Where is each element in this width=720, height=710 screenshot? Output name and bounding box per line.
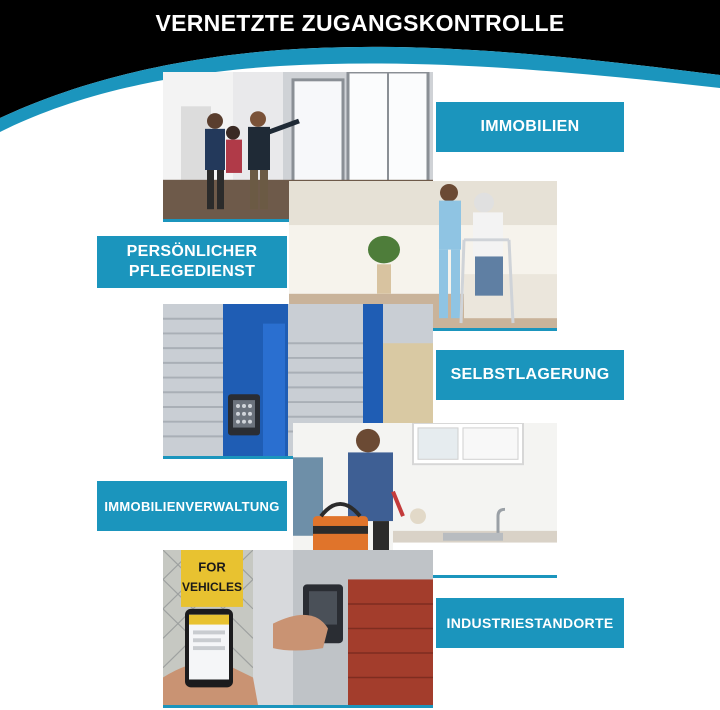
photo-industrial-site [163,550,433,708]
label-pflegedienst-line2: PFLEGEDIENST [128,263,256,280]
label-immobilienverwaltung: IMMOBILIENVERWALTUNG [97,481,287,531]
label-immobilien: IMMOBILIEN [436,102,624,152]
label-industriestandorte: INDUSTRIESTANDORTE [436,598,624,648]
label-persoenlicher-pflegedienst [97,236,287,288]
sign-text-line1: FOR [198,559,226,575]
page-title: VERNETZTE ZUGANGSKONTROLLE [155,10,565,36]
label-pflegedienst-line1: PERSÖNLICHER [126,243,258,260]
label-selbstlagerung: SELBSTLAGERUNG [436,350,624,400]
sign-text-line2: VEHICLES [182,580,242,595]
